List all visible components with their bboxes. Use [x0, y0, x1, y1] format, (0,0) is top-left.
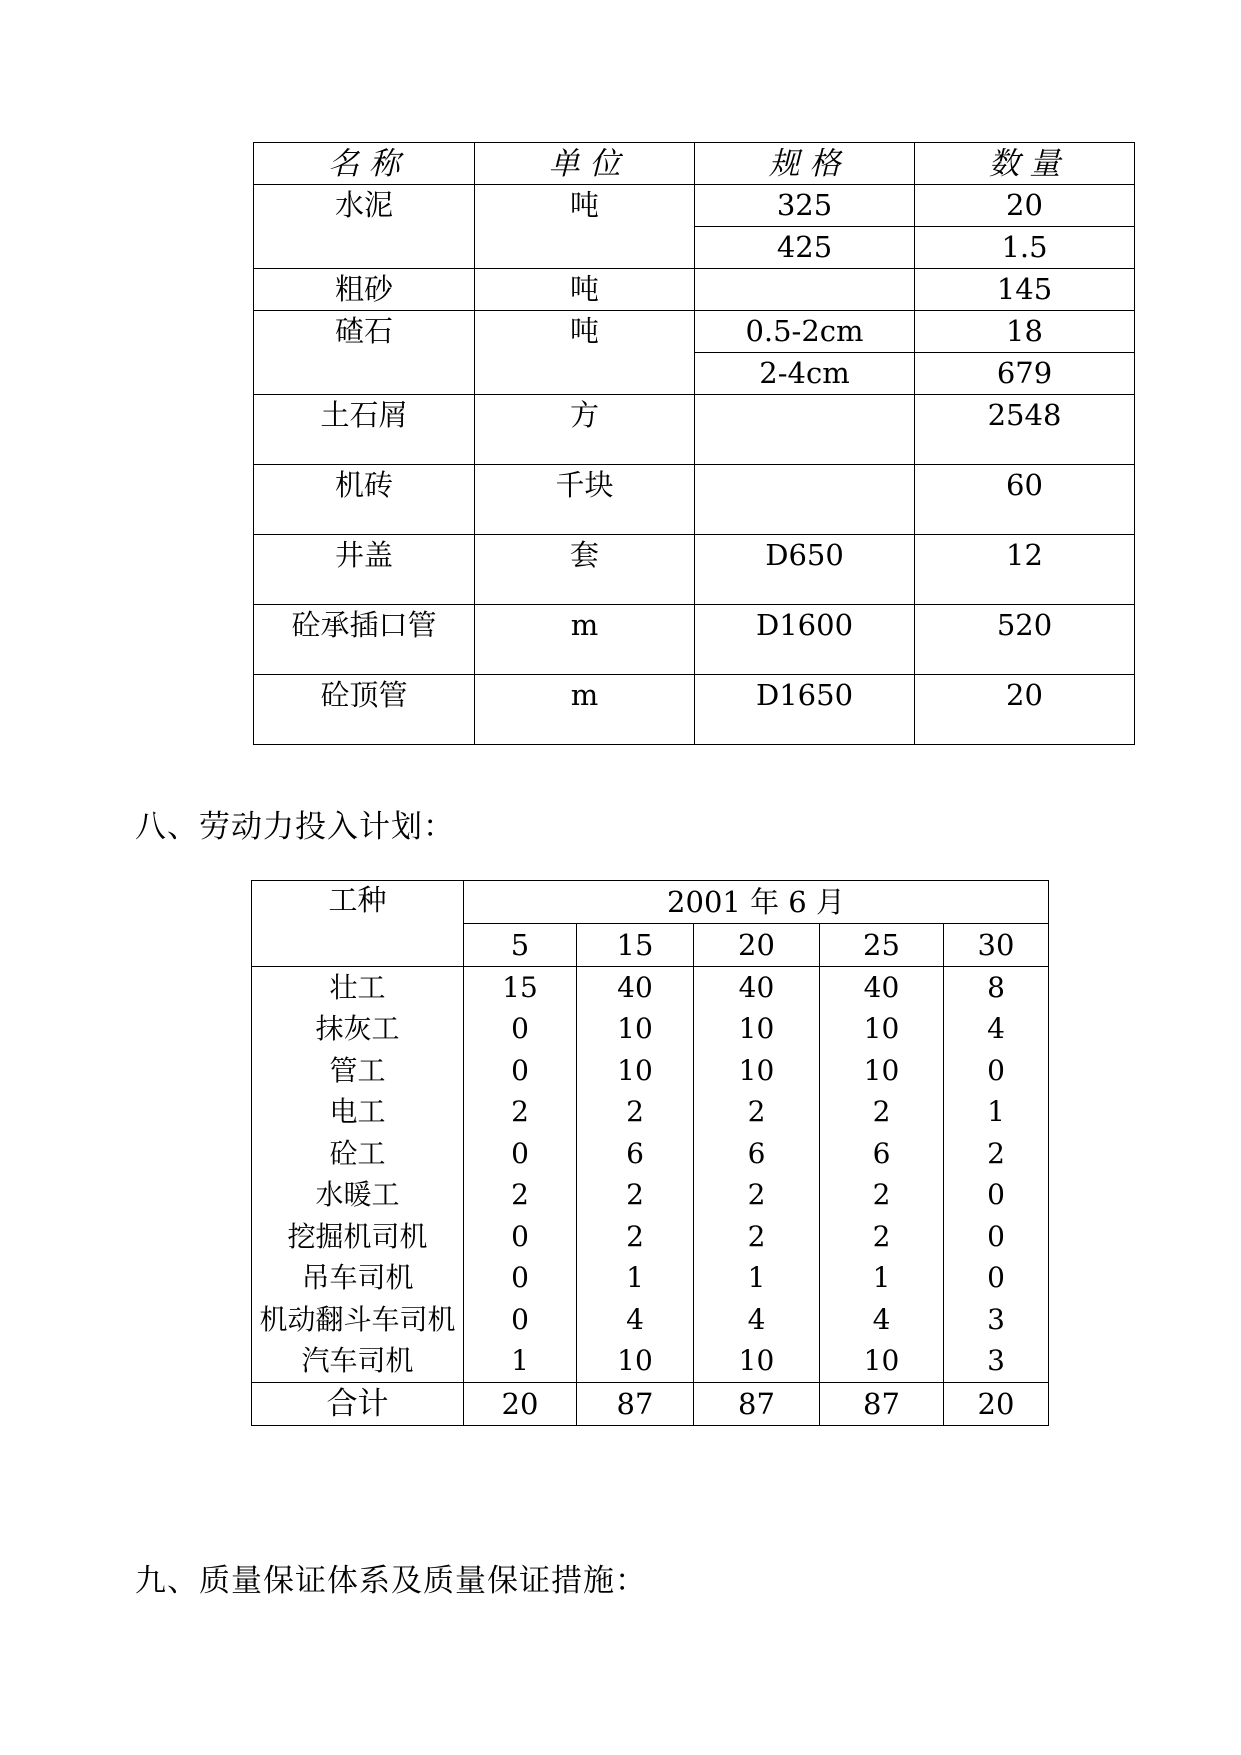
material-spec	[695, 465, 915, 535]
total-count: 87	[820, 1383, 944, 1426]
day-header: 5	[464, 924, 577, 967]
worker-count: 10	[694, 1050, 820, 1092]
material-row	[254, 395, 1135, 465]
material-spec: D1650	[695, 675, 915, 745]
material-qty: 520	[915, 605, 1135, 675]
material-row	[254, 185, 1135, 227]
worker-count: 1	[464, 1341, 577, 1383]
header-unit: 单 位	[475, 143, 695, 185]
worker-count: 3	[944, 1341, 1049, 1383]
worker-count: 0	[944, 1216, 1049, 1258]
labor-header-row	[252, 881, 1049, 924]
material-row	[254, 311, 1135, 353]
labor-plan-table	[251, 880, 1049, 1426]
labor-row	[252, 1009, 1049, 1051]
worker-count: 1	[694, 1258, 820, 1300]
labor-row	[252, 1050, 1049, 1092]
worker-count: 10	[820, 1009, 944, 1051]
day-header: 25	[820, 924, 944, 967]
worker-count: 40	[694, 967, 820, 1009]
materials-table	[253, 142, 1135, 745]
worker-count: 6	[577, 1133, 694, 1175]
material-row	[254, 605, 1135, 675]
material-unit: m	[475, 675, 695, 745]
worker-count: 10	[694, 1341, 820, 1383]
material-unit: 吨	[475, 269, 695, 311]
worker-count: 8	[944, 967, 1049, 1009]
worker-count: 10	[577, 1050, 694, 1092]
worker-count: 10	[820, 1341, 944, 1383]
material-name: 水泥	[254, 185, 475, 269]
total-count: 20	[944, 1383, 1049, 1426]
worker-type: 挖掘机司机	[252, 1216, 464, 1258]
worker-count: 2	[694, 1216, 820, 1258]
worker-count: 0	[464, 1258, 577, 1300]
worker-type: 壮工	[252, 967, 464, 1009]
total-label: 合计	[252, 1383, 464, 1426]
header-qty: 数 量	[915, 143, 1135, 185]
worker-count: 3	[944, 1299, 1049, 1341]
worker-count: 0	[464, 1009, 577, 1051]
material-name: 土石屑	[254, 395, 475, 465]
worker-type: 机动翻斗车司机	[252, 1299, 464, 1341]
worker-type: 吊车司机	[252, 1258, 464, 1300]
material-qty: 145	[915, 269, 1135, 311]
labor-row	[252, 1175, 1049, 1217]
total-count: 87	[577, 1383, 694, 1426]
worker-count: 0	[944, 1050, 1049, 1092]
material-qty: 2548	[915, 395, 1135, 465]
worker-type: 砼工	[252, 1133, 464, 1175]
worker-count: 0	[944, 1175, 1049, 1217]
worker-count: 2	[820, 1216, 944, 1258]
day-header: 15	[577, 924, 694, 967]
worker-count: 6	[694, 1133, 820, 1175]
worker-count: 2	[944, 1133, 1049, 1175]
worker-count: 1	[820, 1258, 944, 1300]
worker-type: 抹灰工	[252, 1009, 464, 1051]
worker-count: 10	[694, 1009, 820, 1051]
worker-count: 1	[577, 1258, 694, 1300]
worker-count: 10	[820, 1050, 944, 1092]
labor-row	[252, 1216, 1049, 1258]
section-heading-quality-assurance: 九、质量保证体系及质量保证措施：	[135, 1563, 647, 1599]
worker-count: 2	[577, 1092, 694, 1134]
material-unit: m	[475, 605, 695, 675]
worker-count: 15	[464, 967, 577, 1009]
worker-count: 0	[464, 1050, 577, 1092]
material-spec: 425	[695, 227, 915, 269]
material-row	[254, 465, 1135, 535]
material-unit: 方	[475, 395, 695, 465]
header-spec: 规 格	[695, 143, 915, 185]
worker-count: 2	[577, 1175, 694, 1217]
material-qty: 12	[915, 535, 1135, 605]
worker-count: 0	[464, 1216, 577, 1258]
labor-row	[252, 1258, 1049, 1300]
worker-count: 2	[820, 1175, 944, 1217]
worker-count: 10	[577, 1009, 694, 1051]
labor-total-row	[252, 1383, 1049, 1426]
total-count: 87	[694, 1383, 820, 1426]
worker-count: 40	[577, 967, 694, 1009]
material-row	[254, 269, 1135, 311]
material-name: 机砖	[254, 465, 475, 535]
material-qty: 60	[915, 465, 1135, 535]
worker-count: 6	[820, 1133, 944, 1175]
worker-type: 水暖工	[252, 1175, 464, 1217]
section-heading-labor-plan: 八、劳动力投入计划：	[135, 809, 455, 845]
worker-type: 管工	[252, 1050, 464, 1092]
total-count: 20	[464, 1383, 577, 1426]
materials-header-row	[254, 143, 1135, 185]
worker-type: 电工	[252, 1092, 464, 1134]
worker-count: 4	[820, 1299, 944, 1341]
labor-row	[252, 1341, 1049, 1383]
worker-count: 40	[820, 967, 944, 1009]
day-header: 30	[944, 924, 1049, 967]
worker-count: 2	[577, 1216, 694, 1258]
worker-count: 2	[694, 1175, 820, 1217]
worker-count: 4	[577, 1299, 694, 1341]
material-name: 井盖	[254, 535, 475, 605]
material-name: 碴石	[254, 311, 475, 395]
worker-count: 2	[694, 1092, 820, 1134]
worker-count: 10	[577, 1341, 694, 1383]
material-qty: 679	[915, 353, 1135, 395]
worker-count: 0	[464, 1133, 577, 1175]
worker-count: 1	[944, 1092, 1049, 1134]
worker-count: 2	[464, 1092, 577, 1134]
material-row	[254, 675, 1135, 745]
worker-count: 2	[820, 1092, 944, 1134]
worker-type-header: 工种	[252, 881, 464, 967]
worker-count: 4	[694, 1299, 820, 1341]
material-spec: D1600	[695, 605, 915, 675]
material-name: 砼承插口管	[254, 605, 475, 675]
material-spec: 0.5-2cm	[695, 311, 915, 353]
header-name: 名 称	[254, 143, 475, 185]
day-header: 20	[694, 924, 820, 967]
material-spec: 325	[695, 185, 915, 227]
material-qty: 20	[915, 675, 1135, 745]
labor-row	[252, 1299, 1049, 1341]
worker-count: 0	[464, 1299, 577, 1341]
labor-row	[252, 1092, 1049, 1134]
material-row	[254, 535, 1135, 605]
labor-row	[252, 967, 1049, 1009]
period-header: 2001 年 6 月	[464, 881, 1049, 924]
worker-count: 2	[464, 1175, 577, 1217]
material-qty: 1.5	[915, 227, 1135, 269]
material-unit: 千块	[475, 465, 695, 535]
material-qty: 18	[915, 311, 1135, 353]
material-unit: 吨	[475, 311, 695, 395]
material-unit: 套	[475, 535, 695, 605]
worker-count: 4	[944, 1009, 1049, 1051]
material-spec	[695, 395, 915, 465]
material-name: 粗砂	[254, 269, 475, 311]
material-qty: 20	[915, 185, 1135, 227]
worker-type: 汽车司机	[252, 1341, 464, 1383]
material-spec	[695, 269, 915, 311]
material-spec: D650	[695, 535, 915, 605]
material-unit: 吨	[475, 185, 695, 269]
labor-row	[252, 1133, 1049, 1175]
material-spec: 2-4cm	[695, 353, 915, 395]
material-name: 砼顶管	[254, 675, 475, 745]
worker-count: 0	[944, 1258, 1049, 1300]
